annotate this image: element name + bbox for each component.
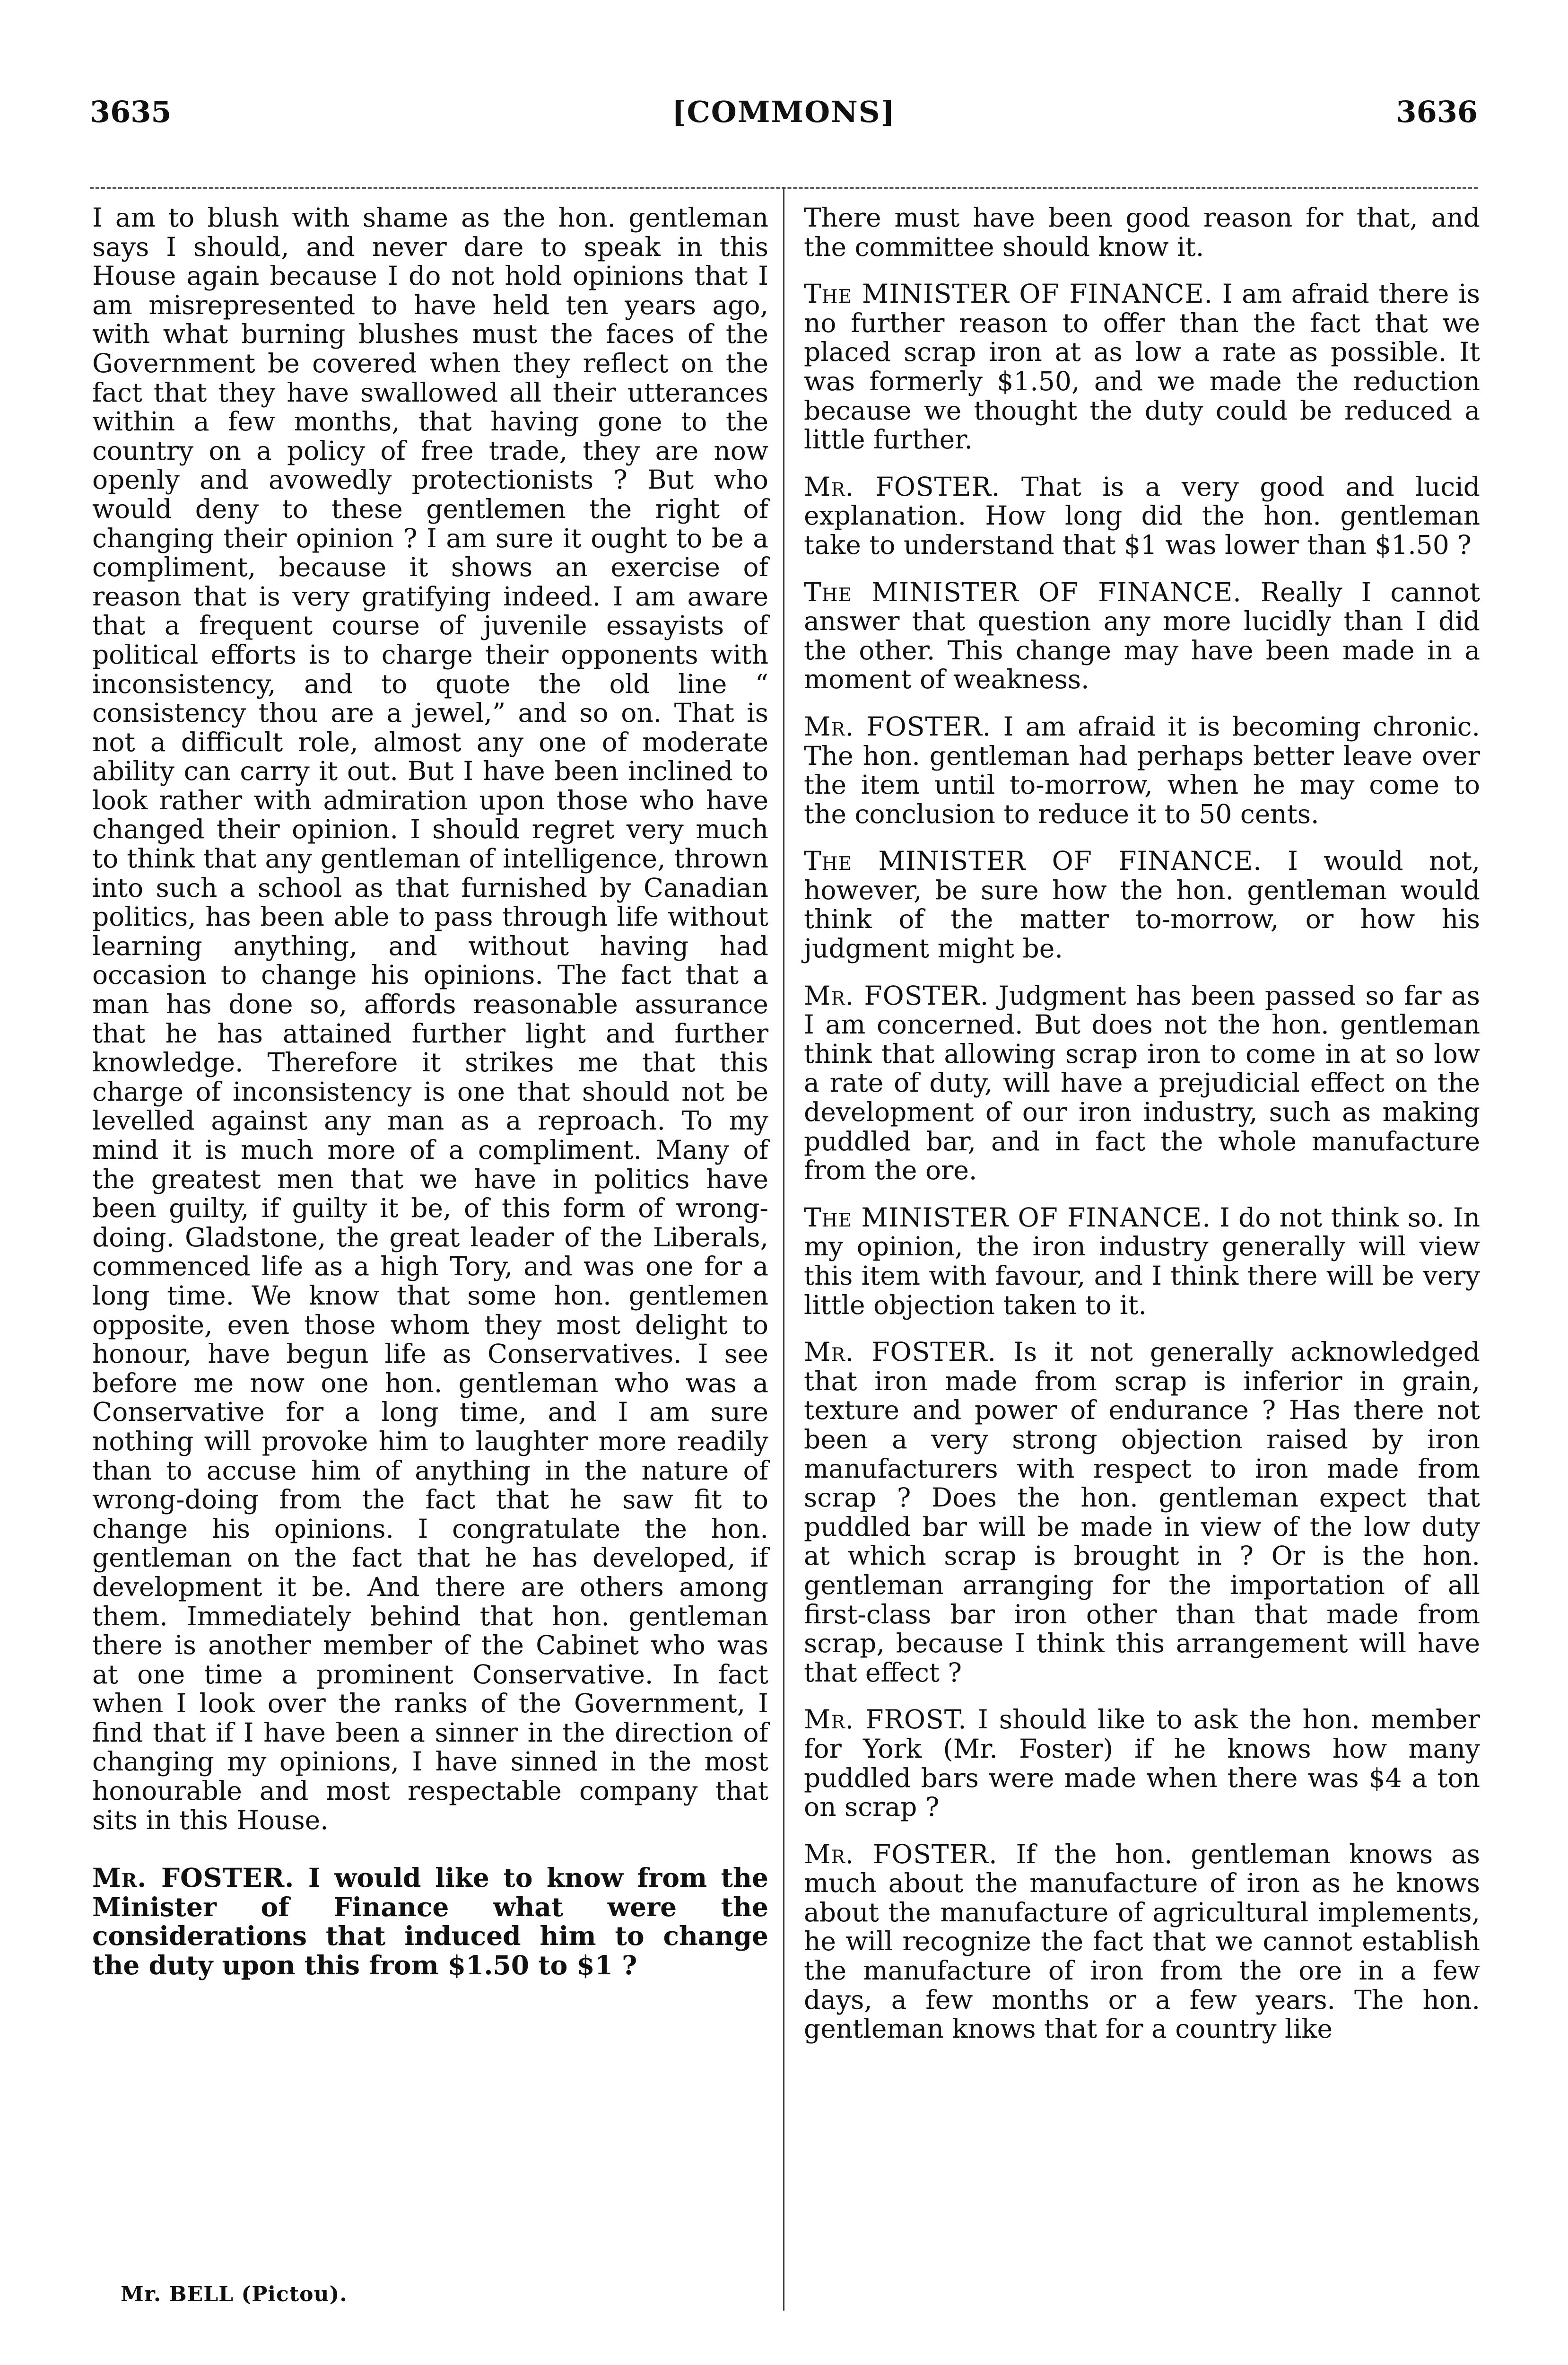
paragraph-text: There must have been good reason for that, and the committee should know it. [804, 202, 1480, 262]
paragraph-text: If the hon. gentleman knows as much about the manufacture of iron as he knows about the manufacture of agricultural implements, he will recognize the fact that we cannot establish the manufacture of iron from the ore in a few days, a few months or a few years. The hon. gentleman knows that for a country like [804, 1839, 1481, 2044]
speaker-name: Mr. FOSTER. [804, 980, 989, 1011]
paragraph-text: Is it not generally acknowledged that iron made from scrap is inferior in grain, texture and power of endurance ? Has there not been a very strong objection raised by iron manufacturers with respect to iron made from scrap ? Does the hon. gentleman expect that puddled bar will be made in view of the low duty at which scrap is brought in ? Or is the hon. gentleman arranging for the importation of all first-class bar iron other than that made from scrap, because I think this arrangement will have that effect ? [804, 1337, 1480, 1688]
speaker-name: Mr. FOSTER. [804, 711, 992, 742]
paragraph-text: I should like to ask the hon. member for York (Mr. Foster) if he knows how many puddled bars were made when there was $4 a ton on scrap ? [804, 1704, 1480, 1822]
speaker-name: Mr. FROST. [804, 1704, 967, 1735]
speech-paragraph [804, 280, 1480, 455]
running-title: [COMMONS] [672, 95, 896, 129]
speech-paragraph [804, 847, 1480, 963]
footer-speaker-name: Mr. BELL (Pictou). [121, 2282, 348, 2306]
speaker-name: The MINISTER OF FINANCE. [804, 846, 1262, 876]
speaker-name: Mr. FOSTER. [804, 1839, 998, 1869]
speech-paragraph [804, 981, 1480, 1185]
page-header [90, 95, 1478, 137]
page-number-right: 3636 [1396, 95, 1478, 129]
paragraph-text: I would like to know from the Minister of Finance what were the considerations that induced him to change the duty upon this from $1.50 to $1 ? [92, 1862, 768, 1981]
paragraph-text: I do not think so. In my opinion, the iron industry generally will view this item with favour, and I think there will be very little objection taken to it. [804, 1202, 1480, 1320]
speaker-name: Mr. FOSTER. [804, 1337, 996, 1367]
speech-paragraph [92, 203, 768, 1835]
speech-paragraph [804, 203, 1480, 262]
paragraph-text: I am afraid it is becoming chronic. The hon. gentleman had perhaps better leave over the item until to-morrow, when he may come to the conclusion to reduce it to 50 cents. [804, 711, 1480, 829]
paragraph-text: Really I cannot answer that question any more lucidly than I did the other. This change may have been made in a moment of weakness. [804, 577, 1480, 695]
right-column [804, 203, 1480, 2062]
column-divider [783, 187, 784, 2311]
speech-paragraph [92, 1863, 768, 1980]
paragraph-text: I am afraid there is no further reason to offer than the fact that we placed scrap iron at as low a rate as possible. It was formerly $1.50, and we made the reduction because we thought the duty could be reduced a little further. [804, 279, 1481, 455]
speaker-name: Mr. FOSTER. [92, 1862, 295, 1893]
speaker-name: The MINISTER OF FINANCE. [804, 279, 1213, 309]
speech-paragraph [804, 1203, 1480, 1320]
paragraph-text: I am to blush with shame as the hon. gentleman says I should, and never dare to speak in this House again because I do not hold opinions that I am misrepresented to have held ten years ago, with what burning blushes must the faces of the Government be covered when they reflect on the fact that they have swallowed all their utterances within a few months, that having gone to the country on a policy of free trade, they are now openly and avowedly protectionists ? But who would deny to these gentlemen the right of changing their opinion ? I am sure it ought to be a compliment, because it shows an exercise of reason that is very gratifying indeed. I am aware that a frequent course of juvenile essayists of political efforts is to charge their opponents with inconsistency, and to quote the old line “ consistency thou are a jewel,” and so on. That is not a difficult role, almost any one of moderate ability can carry it out. But I have been inclined to look rather with admiration upon those who have changed their opinion. I should regret very much to think that any gentleman of intelligence, thrown into such a school as that furnished by Canadian politics, has been able to pass through life without learning anything, and without having had occasion to change his opinions. The fact that a man has done so, affords reasonable assurance that he has attained further light and further knowledge. Therefore it strikes me that this charge of inconsistency is one that should not be levelled against any man as a reproach. To my mind it is much more of a compliment. Many of the greatest men that we have in politics have been guilty, if guilty it be, of this form of wrong-doing. Gladstone, the great leader of the Liberals, commenced life as a high Tory, and was one for a long time. We know that some hon. gentlemen opposite, even those whom they most delight to honour, have begun life as Conservatives. I see before me now one hon. gentleman who was a Conservative for a long time, and I am sure nothing will provoke him to laughter more readily than to accuse him of anything in the nature of wrong-doing from the fact that he saw fit to change his opinions. I congratulate the hon. gentleman on the fact that he has developed, if development it be. And there are others among them. Immediately behind that hon. gentleman there is another member of the Cabinet who was at one time a prominent Conservative. In fact when I look over the ranks of the Government, I find that if I have been a sinner in the direction of changing my opinions, I have sinned in the most honourable and most respectable company that sits in this House. [92, 202, 768, 1835]
speaker-name: The MINISTER OF FINANCE. [804, 577, 1242, 607]
paragraph-text: Judgment has been passed so far as I am concerned. But does not the hon. gentleman think that allowing scrap iron to come in at so low a rate of duty, will have a prejudicial effect on the development of our iron industry, such as making puddled bar, and in fact the whole manufacture from the ore. [804, 980, 1481, 1186]
left-column [92, 203, 768, 1998]
speech-paragraph [804, 578, 1480, 694]
speech-paragraph [804, 712, 1480, 829]
paragraph-text: I would not, however, be sure how the hon. gentleman would think of the matter to-morrow, or how his judgment might be. [804, 846, 1480, 964]
speech-paragraph [804, 1338, 1480, 1687]
paragraph-text: That is a very good and lucid explanation. How long did the hon. gentleman take to understand that $1 was lower than $1.50 ? [804, 471, 1480, 560]
speech-paragraph [804, 1840, 1480, 2044]
speech-paragraph [804, 1705, 1480, 1822]
speaker-name: Mr. FOSTER. [804, 471, 1001, 502]
speaker-name: The MINISTER OF FINANCE. [804, 1202, 1211, 1233]
speech-paragraph [804, 473, 1480, 560]
page-number-left: 3635 [90, 95, 172, 129]
